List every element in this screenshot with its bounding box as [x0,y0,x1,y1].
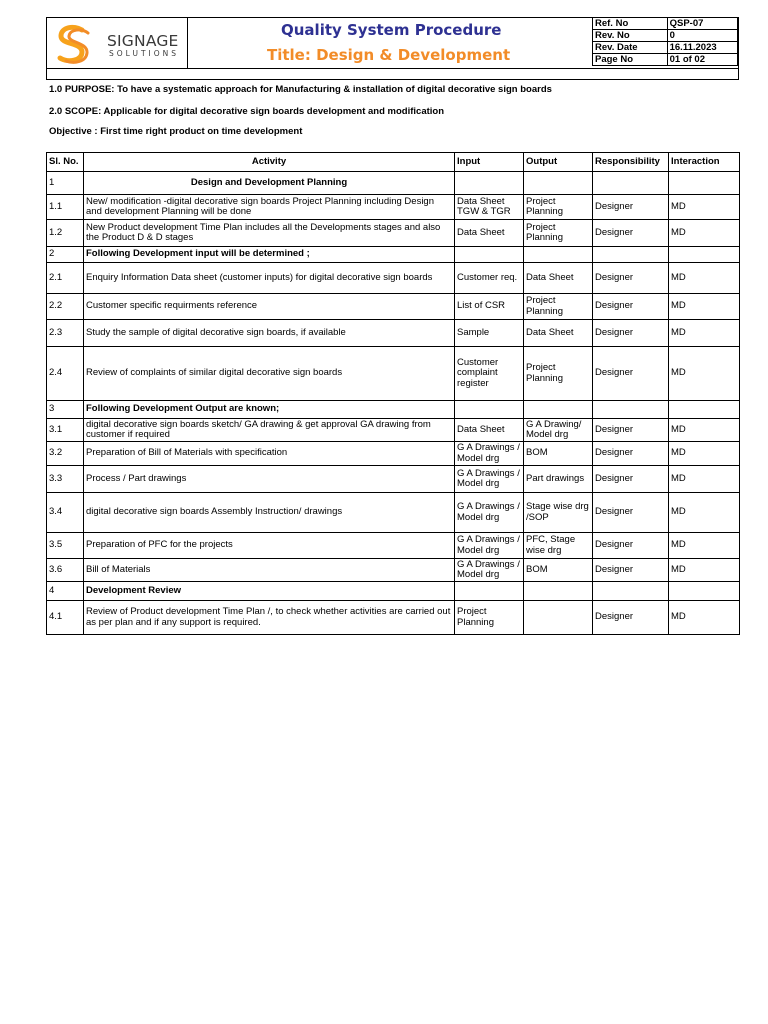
cell-activity: Design and Development Planning [84,172,455,195]
cell-output [524,172,593,195]
table-row [47,220,740,247]
table-row [47,320,740,347]
table-row [47,263,740,294]
cell-responsibility [593,172,669,195]
cell-interaction: MD [669,466,740,493]
cell-output [524,401,593,419]
ref-value: QSP-07 [667,17,737,29]
cell-activity: Customer specific requirments reference [84,294,455,320]
cell-input [455,582,524,601]
ref-row [593,41,738,53]
cell-output: Part drawings [524,466,593,493]
cell-activity: Development Review [84,582,455,601]
company-logo [47,18,188,68]
cell-responsibility: Designer [593,559,669,582]
procedure-table [46,152,740,635]
scope-statement: 2.0 SCOPE: Applicable for digital decorative sign boards development and modification [49,106,445,117]
cell-responsibility: Designer [593,466,669,493]
table-row [47,195,740,220]
cell-interaction [669,582,740,601]
col-header-output: Output [524,153,593,172]
table-header-row [47,153,740,172]
cell-input: G A Drawings / Model drg [455,466,524,493]
ref-label: Ref. No [593,17,668,29]
cell-interaction: MD [669,263,740,294]
cell-output: Data Sheet [524,263,593,294]
cell-output [524,247,593,263]
table-row [47,294,740,320]
cell-output: Stage wise drg /SOP [524,493,593,533]
table-row [47,559,740,582]
cell-responsibility [593,582,669,601]
ref-row [593,53,738,65]
cell-interaction [669,172,740,195]
cell-sl: 3 [47,401,84,419]
cell-input: Data Sheet [455,419,524,442]
cell-activity: Bill of Materials [84,559,455,582]
cell-activity: Enquiry Information Data sheet (customer inputs) for digital decorative sign boards [84,263,455,294]
objective-statement: Objective : First time right product on time development [49,126,303,137]
purpose-statement: 1.0 PURPOSE: To have a systematic approach for Manufacturing & installation of digital decorative sign boards [49,84,552,95]
cell-responsibility [593,401,669,419]
document-title: Quality System Procedure [281,21,502,39]
logo-tagline: SOLUTIONS [109,49,180,58]
table-row [47,419,740,442]
cell-output: G A Drawing/ Model drg [524,419,593,442]
cell-responsibility: Designer [593,195,669,220]
section-row [47,172,740,195]
cell-activity: New/ modification -digital decorative sign boards Project Planning including Design and development Planning will be done [84,195,455,220]
cell-interaction: MD [669,220,740,247]
cell-sl: 1.2 [47,220,84,247]
cell-interaction: MD [669,493,740,533]
section-row [47,401,740,419]
cell-interaction [669,247,740,263]
cell-sl: 2 [47,247,84,263]
section-row [47,247,740,263]
cell-sl: 4.1 [47,601,84,635]
cell-output: BOM [524,559,593,582]
col-header-responsibility: Responsibility [593,153,669,172]
cell-input: G A Drawings / Model drg [455,442,524,466]
cell-sl: 3.4 [47,493,84,533]
cell-input: G A Drawings / Model drg [455,559,524,582]
cell-sl: 4 [47,582,84,601]
cell-responsibility: Designer [593,493,669,533]
cell-activity: Review of Product development Time Plan /, to check whether activities are carried out as per plan and if any support is required. [84,601,455,635]
cell-input [455,401,524,419]
cell-interaction: MD [669,533,740,559]
cell-responsibility: Designer [593,533,669,559]
cell-output: Data Sheet [524,320,593,347]
cell-sl: 3.5 [47,533,84,559]
cell-sl: 2.1 [47,263,84,294]
section-row [47,582,740,601]
cell-output: Project Planning [524,347,593,401]
header-divider [47,68,738,69]
col-header-interaction: Interaction [669,153,740,172]
cell-interaction [669,401,740,419]
cell-responsibility [593,247,669,263]
cell-input: Project Planning [455,601,524,635]
cell-activity: Review of complaints of similar digital decorative sign boards [84,347,455,401]
ref-value: 01 of 02 [667,53,737,65]
cell-input: Customer complaint register [455,347,524,401]
cell-activity: Study the sample of digital decorative sign boards, if available [84,320,455,347]
cell-output: PFC, Stage wise drg [524,533,593,559]
reference-table [592,17,738,66]
cell-activity: New Product development Time Plan includes all the Developments stages and also the Product D & D stages [84,220,455,247]
cell-input: G A Drawings / Model drg [455,533,524,559]
cell-interaction: MD [669,559,740,582]
cell-input [455,247,524,263]
cell-interaction: MD [669,195,740,220]
cell-interaction: MD [669,347,740,401]
ref-value: 16.11.2023 [667,41,737,53]
cell-interaction: MD [669,294,740,320]
cell-responsibility: Designer [593,419,669,442]
ref-label: Rev. Date [593,41,668,53]
cell-output [524,582,593,601]
cell-input: List of CSR [455,294,524,320]
cell-input: Data Sheet [455,220,524,247]
ref-label: Rev. No [593,29,668,41]
ref-label: Page No [593,53,668,65]
cell-sl: 3.1 [47,419,84,442]
cell-responsibility: Designer [593,442,669,466]
cell-responsibility: Designer [593,320,669,347]
cell-input: Data Sheet TGW & TGR [455,195,524,220]
table-row [47,442,740,466]
ref-row [593,17,738,29]
document-header [46,17,739,80]
table-row [47,533,740,559]
cell-input: Customer req. [455,263,524,294]
cell-activity: Preparation of PFC for the projects [84,533,455,559]
cell-input: Sample [455,320,524,347]
cell-responsibility: Designer [593,294,669,320]
cell-interaction: MD [669,442,740,466]
cell-activity: Following Development Output are known; [84,401,455,419]
cell-interaction: MD [669,320,740,347]
signage-logo-icon [52,23,94,65]
cell-output: Project Planning [524,220,593,247]
cell-input [455,172,524,195]
table-row [47,466,740,493]
cell-sl: 1 [47,172,84,195]
cell-sl: 2.4 [47,347,84,401]
cell-input: G A Drawings / Model drg [455,493,524,533]
col-header-sl: Sl. No. [47,153,84,172]
cell-sl: 3.6 [47,559,84,582]
document-subtitle: Title: Design & Development [267,46,511,64]
col-header-input: Input [455,153,524,172]
table-row [47,347,740,401]
cell-responsibility: Designer [593,263,669,294]
cell-output [524,601,593,635]
table-row [47,493,740,533]
ref-row [593,29,738,41]
table-body [47,172,740,635]
cell-sl: 1.1 [47,195,84,220]
ref-value: 0 [667,29,737,41]
cell-interaction: MD [669,419,740,442]
cell-activity: Following Development input will be determined ; [84,247,455,263]
col-header-activity: Activity [84,153,455,172]
cell-responsibility: Designer [593,601,669,635]
cell-activity: Preparation of Bill of Materials with specification [84,442,455,466]
cell-output: Project Planning [524,195,593,220]
cell-responsibility: Designer [593,220,669,247]
cell-responsibility: Designer [593,347,669,401]
cell-sl: 2.2 [47,294,84,320]
logo-wordmark: SIGNAGE [107,32,179,50]
cell-sl: 2.3 [47,320,84,347]
cell-sl: 3.3 [47,466,84,493]
cell-output: Project Planning [524,294,593,320]
cell-activity: digital decorative sign boards Assembly Instruction/ drawings [84,493,455,533]
cell-activity: Process / Part drawings [84,466,455,493]
cell-sl: 3.2 [47,442,84,466]
cell-output: BOM [524,442,593,466]
cell-activity: digital decorative sign boards sketch/ GA drawing & get approval GA drawing from customer if required [84,419,455,442]
cell-interaction: MD [669,601,740,635]
table-row [47,601,740,635]
